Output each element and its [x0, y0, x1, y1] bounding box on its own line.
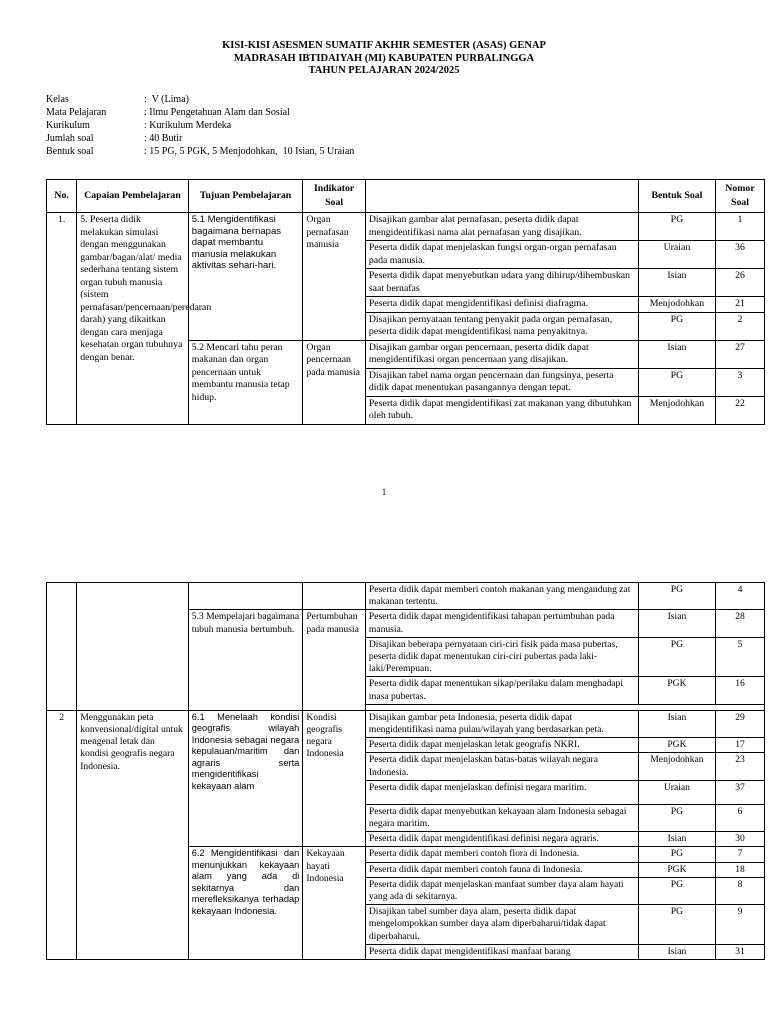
capaian-cell: 5. Peserta didik melakukan simulasi dengan menggunakan gambar/bagan/alat/ media sederhana tentang sistem organ tubuh manusia (sistem pernafasan/pencernaan/peredaran darah) yang dikaitkan dengan cara menjaga kesehatan organ tubuhnya dengan benar. [77, 213, 189, 425]
desc-cell: Peserta didik dapat memberi contoh makanan yang mengandung zat makanan tertentu. [365, 583, 638, 610]
desc-cell: Peserta didik dapat menjelaskan manfaat sumber daya alam hayati yang ada di sekitarnya. [365, 877, 638, 904]
desc-cell: Peserta didik dapat memberi contoh fauna di Indonesia. [365, 862, 638, 877]
table-row [47, 710, 765, 737]
table-header-row [47, 180, 765, 213]
nomor-cell: 8 [715, 877, 764, 904]
indikator-cell-continued [303, 583, 366, 610]
tujuan-cell: 6.1 Menelaah kondisi geografis wilayah Indonesia sebagai negara kepulauan/maritim dan agraris serta mengidentifikasi kekayaan alam [188, 710, 303, 847]
info-row-mapel: Mata Pelajaran : Ilmu Pengetahuan Alam dan Sosial [46, 107, 290, 118]
nomor-cell: 1 [715, 213, 764, 241]
bentuk-cell: Isian [638, 340, 715, 368]
nomor-cell: 5 [715, 637, 764, 677]
nomor-cell: 22 [715, 396, 764, 424]
desc-cell: Disajikan tabel nama organ pencernaan dan fungsinya, peserta didik dapat menentukan pasangannya dengan tepat. [365, 368, 638, 396]
info-row-jumlah: Jumlah soal : 40 Butir [46, 133, 183, 144]
bentuk-cell: PGK [638, 738, 715, 753]
desc-cell: Disajikan gambar organ pencernaan, peserta didik dapat mengidentifikasi organ pencernaan yang disajikan. [365, 340, 638, 368]
bentuk-cell: Menjodohkan [638, 753, 715, 780]
indikator-cell: Organ pernafasan manusia [303, 213, 366, 341]
nomor-cell: 18 [715, 862, 764, 877]
bentuk-cell: PG [638, 213, 715, 241]
indikator-cell: Pertumbuhan pada manusia [303, 610, 366, 710]
title-line-2: MADRASAH IBTIDAIYAH (MI) KABUPATEN PURBALINGGA [233, 52, 535, 64]
bentuk-cell: Isian [638, 269, 715, 297]
info-row-kelas: Kelas : V (Lima) [46, 94, 189, 105]
nomor-cell: 31 [715, 944, 764, 959]
title-line-3: TAHUN PELAJARAN 2024/2025 [308, 65, 460, 76]
bentuk-cell: PG [638, 804, 715, 831]
document-title [0, 40, 768, 78]
nomor-cell: 4 [715, 583, 764, 610]
desc-cell: Disajikan gambar peta Indonesia, peserta didik dapat mengidentifikasi nama pulau/wilayah yang berdasarkan peta. [365, 710, 638, 737]
desc-cell: Peserta didik dapat menyebutkan kekayaan alam Indonesia sebagai negara maritim. [365, 804, 638, 831]
nomor-cell: 29 [715, 710, 764, 737]
info-row-bentuk: Bentuk soal : 15 PG, 5 PGK, 5 Menjodohkan, 10 Isian, 5 Uraian [46, 146, 355, 157]
desc-cell: Disajikan pernyataan tentang penyakit pada organ pernafasan, peserta didik dapat mengidentifikasi nama penyakitnya. [365, 312, 638, 340]
capaian-cell: Menggunakan peta konvensional/digital untuk mengenal letak dan kondisi geografis negara Indonesia. [77, 710, 189, 959]
indikator-cell: Organ pencernaan pada manusia [303, 340, 366, 424]
desc-cell: Disajikan gambar alat pernafasan, peserta didik dapat mengidentifikasi nama alat pernafasan yang disajikan. [365, 213, 638, 241]
nomor-cell: 28 [715, 610, 764, 637]
bentuk-cell: Menjodohkan [638, 297, 715, 313]
nomor-cell: 21 [715, 297, 764, 313]
nomor-cell: 7 [715, 847, 764, 862]
nomor-cell: 17 [715, 738, 764, 753]
bentuk-cell: PGK [638, 862, 715, 877]
bentuk-cell: Isian [638, 610, 715, 637]
desc-cell: Peserta didik dapat menyebutkan udara yang dihirup/dihembuskan saat bernafas [365, 269, 638, 297]
desc-cell: Peserta didik dapat mengidentifikasi definisi negara agraris. [365, 832, 638, 847]
kisi-table-page-2 [46, 582, 765, 960]
row-number: 1. [47, 213, 77, 425]
desc-cell: Peserta didik dapat mengidentifikasi manfaat barang [365, 944, 638, 959]
desc-cell: Peserta didik dapat memberi contoh flora di Indonesia. [365, 847, 638, 862]
nomor-cell: 26 [715, 269, 764, 297]
desc-cell: Peserta didik dapat menjelaskan fungsi organ-organ pernafasan pada manusia. [365, 241, 638, 269]
bentuk-cell: Uraian [638, 780, 715, 804]
indikator-cell: Kekayaan hayati Indonesia [303, 847, 366, 960]
bentuk-cell: Isian [638, 832, 715, 847]
nomor-cell: 9 [715, 905, 764, 945]
table-row [47, 583, 765, 610]
bentuk-cell: PG [638, 905, 715, 945]
desc-cell: Peserta didik dapat mengidentifikasi definisi diafragma. [365, 297, 638, 313]
table-row [47, 213, 765, 241]
info-block [46, 93, 354, 158]
bentuk-cell: Menjodohkan [638, 396, 715, 424]
bentuk-cell: Isian [638, 944, 715, 959]
tujuan-cell: 5.3 Mempelajari bagaimana tubuh manusia bertumbuh. [188, 610, 303, 710]
bentuk-cell: Uraian [638, 241, 715, 269]
bentuk-cell: PG [638, 847, 715, 862]
kisi-table-page-1 [46, 179, 765, 425]
desc-cell: Peserta didik dapat menjelaskan letak geografis NKRI. [365, 738, 638, 753]
nomor-cell: 16 [715, 677, 764, 704]
desc-cell: Disajikan tabel sumber daya alam, peserta didik dapat mengelompokkan sumber daya alam diperbaharui/tidak dapat diperbaharui. [365, 905, 638, 945]
capaian-cell-continued [77, 583, 189, 711]
nomor-cell: 37 [715, 780, 764, 804]
bentuk-cell: PGK [638, 677, 715, 704]
nomor-cell: 30 [715, 832, 764, 847]
bentuk-cell: PG [638, 583, 715, 610]
nomor-cell: 23 [715, 753, 764, 780]
title-line-1: KISI-KISI ASESMEN SUMATIF AKHIR SEMESTER (ASAS) GENAP [222, 40, 546, 51]
desc-cell: Disajikan beberapa pernyataan ciri-ciri fisik pada masa pubertas, peserta didik dapat menentukan ciri-ciri pubertas pada laki-laki/Perempuan. [365, 637, 638, 677]
col-header-bentuk: Bentuk Soal [638, 180, 715, 213]
desc-cell: Peserta didik dapat menentukan sikap/perilaku dalam menghadapi masa pubertas. [365, 677, 638, 704]
bentuk-cell: PG [638, 637, 715, 677]
col-header-desc [365, 180, 638, 213]
tujuan-cell: 5.1 Mengidentifikasi bagaimana bernapas dapat membantu manusia melakukan aktivitas sehari-hari. [188, 213, 303, 341]
nomor-cell: 3 [715, 368, 764, 396]
nomor-cell: 36 [715, 241, 764, 269]
desc-cell: Peserta didik dapat mengidentifikasi tahapan pertumbuhan pada manusia. [365, 610, 638, 637]
row-number: 2 [47, 710, 77, 959]
desc-cell: Peserta didik dapat mengidentifikasi zat makanan yang dibutuhkan oleh tubuh. [365, 396, 638, 424]
nomor-cell: 2 [715, 312, 764, 340]
row-number-continued [47, 583, 77, 711]
tujuan-cell-continued [188, 583, 303, 610]
desc-cell: Peserta didik dapat menjelaskan batas-batas wilayah negara Indonesia. [365, 753, 638, 780]
nomor-cell: 6 [715, 804, 764, 831]
bentuk-cell: PG [638, 877, 715, 904]
nomor-cell: 27 [715, 340, 764, 368]
page-number: 1 [381, 487, 387, 497]
col-header-tp: Tujuan Pembelajaran [188, 180, 303, 213]
bentuk-cell: PG [638, 312, 715, 340]
indikator-cell: Kondisi geografis negara Indonesia [303, 710, 366, 847]
col-header-cp: Capaian Pembelajaran [77, 180, 189, 213]
bentuk-cell: Isian [638, 710, 715, 737]
tujuan-cell: 5.2 Mencari tahu peran makanan dan organ pencernaan untuk membantu manusia tetap hidup. [188, 340, 303, 424]
info-row-kurikulum: Kurikulum : Kurikulum Merdeka [46, 120, 232, 131]
col-header-no: No. [47, 180, 77, 213]
col-header-indikator: Indikator Soal [303, 180, 366, 213]
desc-cell: Peserta didik dapat menjelaskan definisi negara maritim. [365, 780, 638, 804]
tujuan-cell: 6.2 Mengidentifikasi dan menunjukkan kekayaan alam yang ada di sekitarnya dan merefleksikanya terhadap kekayaan Indonesia. [188, 847, 303, 960]
bentuk-cell: PG [638, 368, 715, 396]
col-header-nomor: Nomor Soal [715, 180, 764, 213]
